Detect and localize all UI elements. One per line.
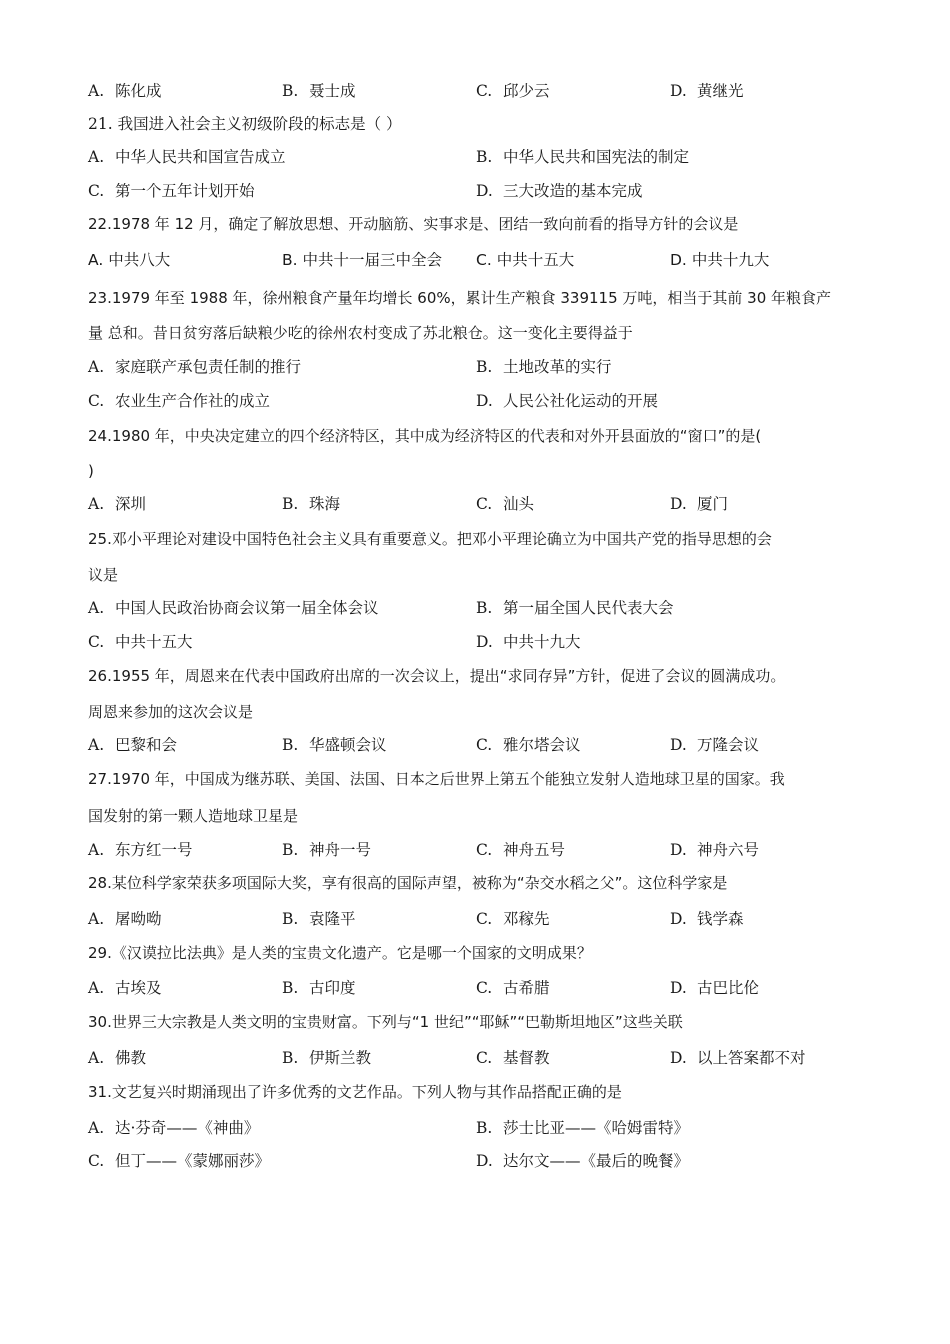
- q23-stem-line2: 量 总和。昔日贫穷落后缺粮少吃的徐州农村变成了苏北粮仓。这一变化主要得益于: [88, 324, 633, 342]
- q29-stem: 29.《汉谟拉比法典》是人类的宝贵文化遗产。它是哪一个国家的文明成果？: [88, 944, 592, 962]
- q22-option-d: D. 中共十九大: [670, 251, 770, 269]
- q21-option-a: A. 中华人民共和国宣告成立: [88, 148, 286, 166]
- q28-option-b: B. 袁隆平: [282, 910, 356, 928]
- q29-option-a: A. 古埃及: [88, 979, 162, 997]
- q30-stem: 30.世界三大宗教是人类文明的宝贵财富。下列与“1 世纪”“耶稣”“巴勒斯坦地区”这些关联: [88, 1013, 683, 1031]
- q30-option-c: C. 基督教: [476, 1049, 550, 1067]
- q22-option-b: B. 中共十一届三中全会: [282, 251, 443, 269]
- q28-option-d: D. 钱学森: [670, 910, 744, 928]
- q23-option-a: A. 家庭联产承包责任制的推行: [88, 358, 301, 376]
- q25-option-d: D. 中共十九大: [476, 633, 581, 651]
- q24-option-a: A. 深圳: [88, 495, 146, 513]
- q23-option-c: C. 农业生产合作社的成立: [88, 392, 270, 410]
- q25-option-a: A. 中国人民政治协商会议第一届全体会议: [88, 599, 379, 617]
- q20-option-a: A. 陈化成: [88, 82, 162, 100]
- q27-stem-line1: 27.1970 年，中国成为继苏联、美国、法国、日本之后世界上第五个能独立发射人造地球卫星的国家。我: [88, 770, 785, 788]
- q29-option-b: B. 古印度: [282, 979, 356, 997]
- q22-option-c: C. 中共十五大: [476, 251, 575, 269]
- q23-option-b: B. 土地改革的实行: [476, 358, 612, 376]
- q27-option-a: A. 东方红一号: [88, 841, 193, 859]
- q27-option-c: C. 神舟五号: [476, 841, 565, 859]
- q21-stem: 21. 我国进入社会主义初级阶段的标志是（ ）: [88, 115, 402, 133]
- q30-option-a: A. 佛教: [88, 1049, 146, 1067]
- q27-option-b: B. 神舟一号: [282, 841, 371, 859]
- q28-stem: 28.某位科学家荣获多项国际大奖，享有很高的国际声望，被称为“杂交水稻之父”。这位科学家是: [88, 874, 728, 892]
- q20-option-c: C. 邱少云: [476, 82, 550, 100]
- q26-option-c: C. 雅尔塔会议: [476, 736, 581, 754]
- q24-option-c: C. 汕头: [476, 495, 534, 513]
- q26-stem-line2: 周恩来参加的这次会议是: [88, 703, 254, 721]
- q24-stem-line2: ): [88, 462, 94, 480]
- q29-option-c: C. 古希腊: [476, 979, 550, 997]
- q23-option-d: D. 人民公社化运动的开展: [476, 392, 658, 410]
- q20-option-d: D. 黄继光: [670, 82, 744, 100]
- q25-option-b: B. 第一届全国人民代表大会: [476, 599, 674, 617]
- q30-option-d: D. 以上答案都不对: [670, 1049, 806, 1067]
- q31-option-b: B. 莎士比亚——《哈姆雷特》: [476, 1119, 689, 1137]
- q24-option-d: D. 厦门: [670, 495, 728, 513]
- q21-option-b: B. 中华人民共和国宪法的制定: [476, 148, 689, 166]
- q27-option-d: D. 神舟六号: [670, 841, 759, 859]
- q28-option-a: A. 屠呦呦: [88, 910, 162, 928]
- q31-stem: 31.文艺复兴时期涌现出了许多优秀的文艺作品。下列人物与其作品搭配正确的是: [88, 1083, 622, 1101]
- q21-option-c: C. 第一个五年计划开始: [88, 182, 255, 200]
- q25-stem-line2: 议是: [88, 566, 119, 584]
- q28-option-c: C. 邓稼先: [476, 910, 550, 928]
- q24-option-b: B. 珠海: [282, 495, 340, 513]
- q26-option-d: D. 万隆会议: [670, 736, 759, 754]
- q29-option-d: D. 古巴比伦: [670, 979, 759, 997]
- q24-stem-line1: 24.1980 年，中央决定建立的四个经济特区，其中成为经济特区的代表和对外开县面放的“窗口”的是(: [88, 427, 762, 445]
- q22-option-a: A. 中共八大: [88, 251, 171, 269]
- q31-option-c: C. 但丁——《蒙娜丽莎》: [88, 1152, 270, 1170]
- q30-option-b: B. 伊斯兰教: [282, 1049, 371, 1067]
- q25-stem-line1: 25.邓小平理论对建设中国特色社会主义具有重要意义。把邓小平理论确立为中国共产党的指导思想的会: [88, 530, 772, 548]
- q26-stem-line1: 26.1955 年，周恩来在代表中国政府出席的一次会议上，提出“求同存异”方针，促进了会议的圆满成功。: [88, 667, 786, 685]
- q31-option-d: D. 达尔文——《最后的晚餐》: [476, 1152, 689, 1170]
- q20-option-b: B. 聂士成: [282, 82, 356, 100]
- q21-option-d: D. 三大改造的基本完成: [476, 182, 643, 200]
- q27-stem-line2: 国发射的第一颗人造地球卫星是: [88, 807, 299, 825]
- q25-option-c: C. 中共十五大: [88, 633, 193, 651]
- q26-option-b: B. 华盛顿会议: [282, 736, 387, 754]
- q26-option-a: A. 巴黎和会: [88, 736, 177, 754]
- q23-stem-line1: 23.1979 年至 1988 年，徐州粮食产量年均增长 60%，累计生产粮食 339115 万吨，相当于其前 30 年粮食产: [88, 289, 832, 307]
- q31-option-a: A. 达·芬奇——《神曲》: [88, 1119, 260, 1137]
- q22-stem: 22.1978 年 12 月，确定了解放思想、开动脑筋、实事求是、团结一致向前看的指导方针的会议是: [88, 215, 739, 233]
